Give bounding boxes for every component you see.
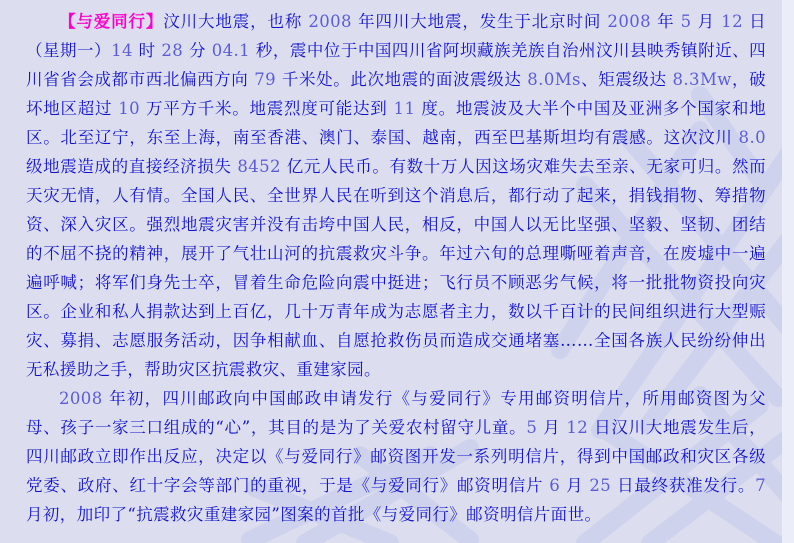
series-title-heading: 【与爱同行】 [59,12,164,31]
paragraph-postcard [26,384,766,529]
right-edge-strip [782,0,794,543]
paragraph-earthquake-text: 汶川大地震，也称 2008 年四川大地震，发生于北京时间 2008 年 5 月 12 日（星期一）14 时 28 分 04.1 秒，震中位于中国四川省阿坝藏族羌族自治州汶川县映秀镇附近、四川省省会成都市西北偏西方向 79 千米处。此次地震的面波震级达 8.0Ms、矩震级达 8.3Mw，破坏地区超过 10 万平方千米。地震烈度可能达到 11 度。地震波及大半个中国及亚洲多个国家和地区。北至辽宁，东至上海，南至香港、澳门、泰国、越南，西至巴基斯坦均有震感。这次汶川 8.0 级地震造成的直接经济损失 8452 亿元人民币。有数十万人因这场灾难失去至亲、无家可归。然而天灾无情，人有情。全国人民、全世界人民在听到这个消息后，都行动了起来，捐钱捐物、筹措物资、深入灾区。强烈地震灾害并没有击垮中国人民，相反，中国人以无比坚强、坚毅、坚韧、团结的不屈不挠的精神，展开了气壮山河的抗震救灾斗争。年过六旬的总理嘶哑着声音，在废墟中一遍遍呼喊；将军们身先士卒，冒着生命危险向震中挺进；飞行员不顾恶劣气候，将一批批物资投向灾区。企业和私人捐款达到上百亿，几十万青年成为志愿者主力，数以千百计的民间组织进行大型赈灾、募捐、志愿服务活动，因争相献血、自愿抢救伤员而造成交通堵塞……全国各族人民纷纷伸出无私援助之手，帮助灾区抗震救灾、重建家园。 [26,12,766,379]
paragraph-postcard-text: 2008 年初，四川邮政向中国邮政申请发行《与爱同行》专用邮资明信片，所用邮资图为父母、孩子一家三口组成的“心”，其目的是为了关爱农村留守儿童。5 月 12 日汉川大地震发生后，四川邮政立即作出反应，决定以《与爱同行》邮资图开发一系列明信片，得到中国邮政和灾区各级党委、政府、红十字会等部门的重视，于是《与爱同行》邮资明信片 6 月 25 日最终获准发行。7 月初，加印了“抗震救灾重建家园”图案的首批《与爱同行》邮资明信片面世。 [26,389,766,524]
paragraph-earthquake [26,7,766,384]
